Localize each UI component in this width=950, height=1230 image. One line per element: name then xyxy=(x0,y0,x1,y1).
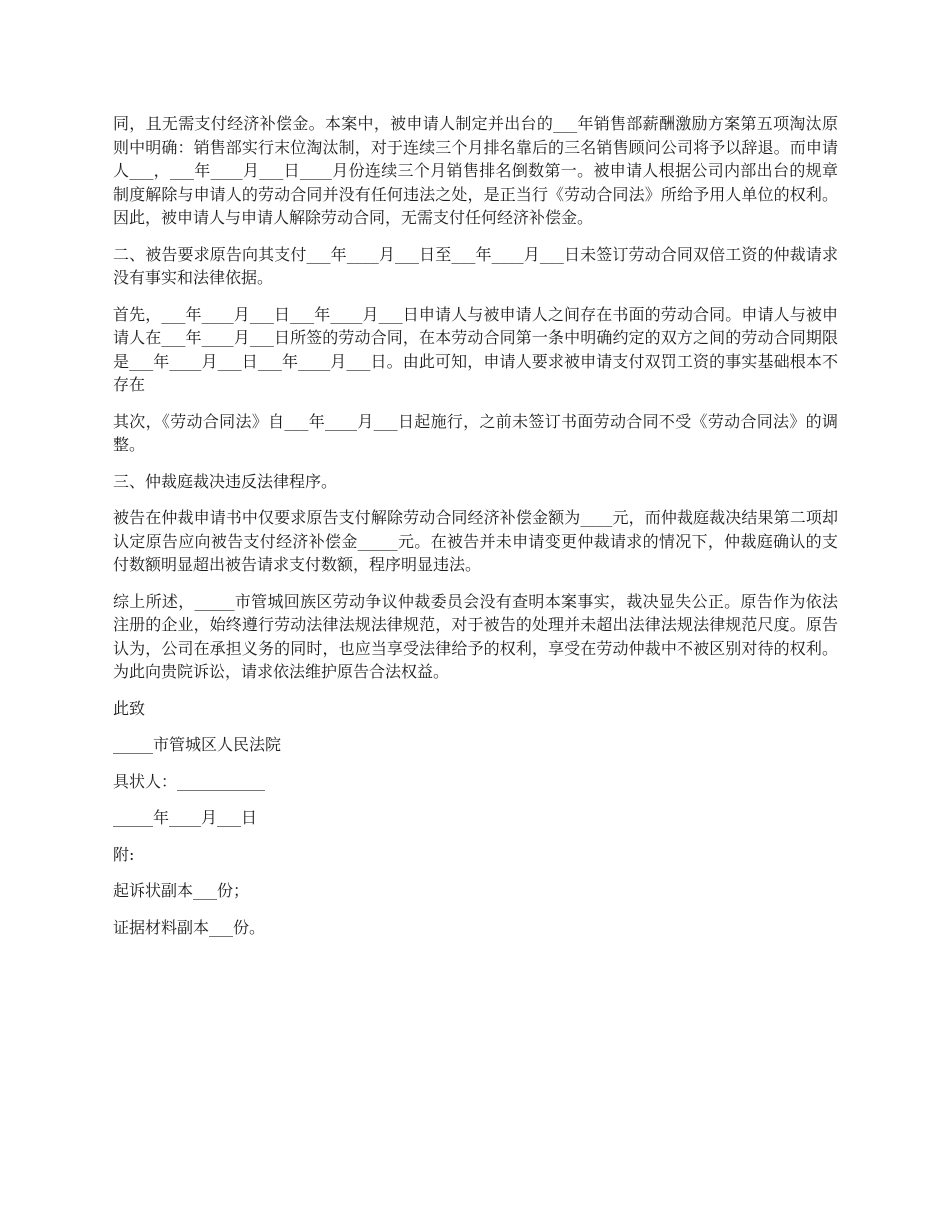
date-line: _____年____月___日 xyxy=(113,808,258,827)
attachments-heading: 附: xyxy=(113,844,135,864)
attachment-complaint-copies: 起诉状副本___份； xyxy=(113,881,250,900)
salutation: 此致 xyxy=(113,698,146,718)
court-name: _____市管城区人民法院 xyxy=(113,735,282,754)
plaintiff-signature-line: 具状人：___________ xyxy=(113,771,266,791)
document-body xyxy=(113,112,838,952)
paragraph-first-point: 首先，___年____月___日___年____月___日申请人与被申请人之间存在书面的劳动合同。申请人与被申请人在___年____月___日所签的劳动合同，在本劳动合同第一条中明确约定的双方之间的劳动合同期限是___年____月___日___年____月___日。由此可知，申请人要求被申请支付双罚工资的事实基础根本不存在 xyxy=(113,304,838,394)
paragraph-conclusion: 综上所述，_____市管城回族区劳动争议仲裁委员会没有查明本案事实，裁决显失公正。原告作为依法注册的企业，始终遵行劳动法律法规法律规范，对于被告的处理并未超出法律法规法律规范尺度。原告认为，公司在承担义务的同时，也应当享受法律给予的权利，享受在劳动仲裁中不被区别对待的权利。为此向贵院诉讼，请求依法维护原告合法权益。 xyxy=(113,591,838,681)
paragraph-second-point: 其次，《劳动合同法》自___年____月___日起施行，之前未签订书面劳动合同不受《劳动合同法》的调整。 xyxy=(113,411,838,454)
paragraph-section-three-heading: 三、仲裁庭裁决违反法律程序。 xyxy=(113,471,338,491)
paragraph-section-two-heading: 二、被告要求原告向其支付___年____月___日至___年____月___日未签订劳动合同双倍工资的仲裁请求没有事实和法律依据。 xyxy=(113,244,838,287)
attachment-evidence-copies: 证据材料副本___份。 xyxy=(113,917,266,937)
paragraph-procedure-violation: 被告在仲裁申请书中仅要求原告支付解除劳动合同经济补偿金额为____元，而仲裁庭裁决结果第二项却认定原告应向被告支付经济补偿金_____元。在被告并未申请变更仲裁请求的情况下，仲裁庭确认的支付数额明显超出被告请求支付数额，程序明显违法。 xyxy=(113,508,838,574)
paragraph-compensation-argument: 同，且无需支付经济补偿金。本案中，被申请人制定并出台的___年销售部薪酬激励方案第五项淘汰原则中明确：销售部实行末位淘汰制，对于连续三个月排名靠后的三名销售顾问公司将予以辞退。而申请人___，___年____月___日____月份连续三个月销售排名倒数第一。被申请人根据公司内部出台的规章制度解除与申请人的劳动合同并没有任何违法之处，是正当行《劳动合同法》所给予用人单位的权利。因此，被申请人与申请人解除劳动合同，无需支付任何经济补偿金。 xyxy=(113,114,838,227)
